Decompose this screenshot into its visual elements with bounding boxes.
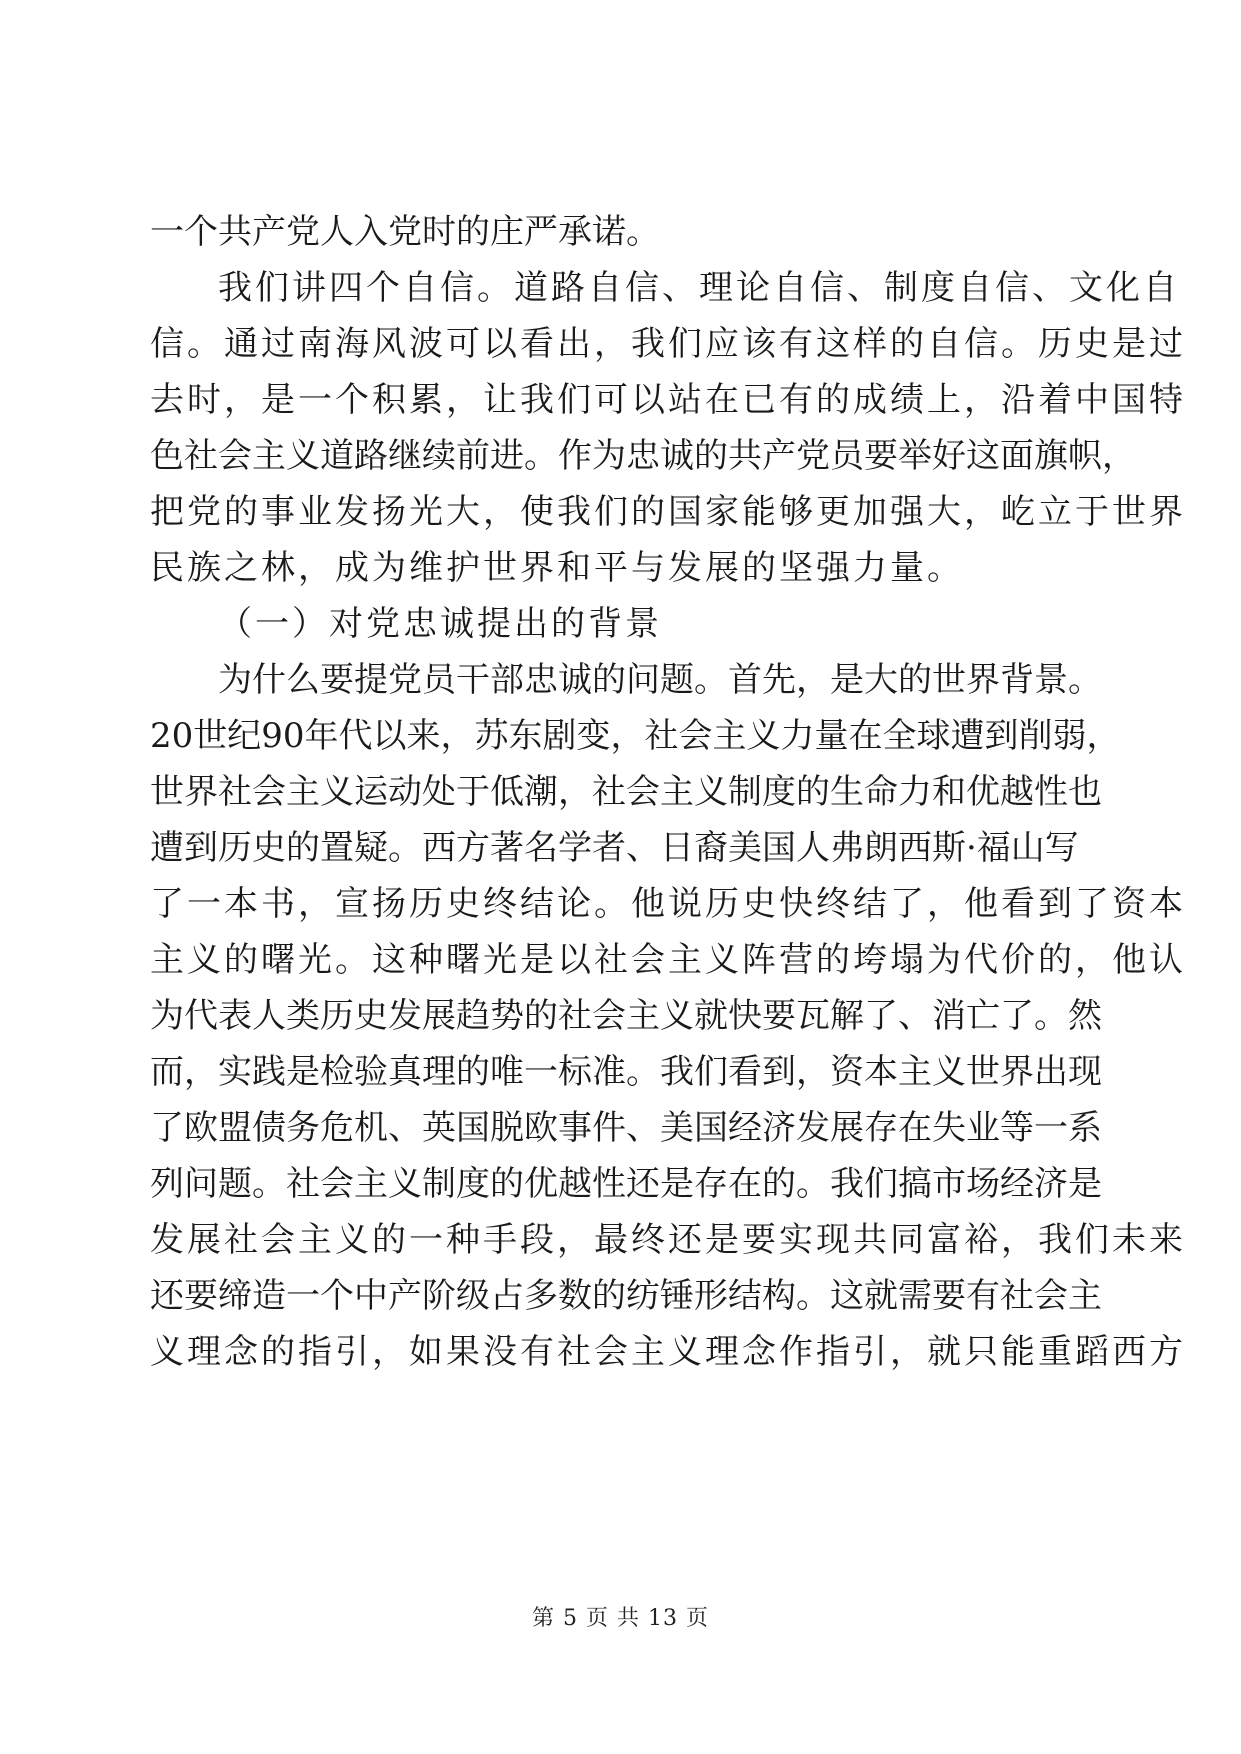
- body-text-line: 为什么要提党员干部忠诚的问题。首先，是大的世界背景。: [218, 660, 1102, 700]
- body-text-line: 民族之林，成为维护世界和平与发展的坚强力量。: [150, 548, 964, 588]
- section-heading: （一）对党忠诚提出的背景: [218, 604, 662, 644]
- body-text-line: 20世纪90年代以来，苏东剧变，社会主义力量在全球遭到削弱，: [150, 716, 1121, 756]
- body-text-line: 列问题。社会主义制度的优越性还是存在的。我们搞市场经济是: [150, 1164, 1102, 1204]
- body-text-line: 把党的事业发扬光大，使我们的国家能够更加强大，屹立于世界: [150, 492, 1186, 532]
- body-text-line: 了一本书，宣扬历史终结论。他说历史快终结了，他看到了资本: [150, 884, 1186, 924]
- body-text-line: 世界社会主义运动处于低潮，社会主义制度的生命力和优越性也: [150, 772, 1102, 812]
- body-text-line: 而，实践是检验真理的唯一标准。我们看到，资本主义世界出现: [150, 1052, 1102, 1092]
- body-text-line: 主义的曙光。这种曙光是以社会主义阵营的垮塌为代价的，他认: [150, 940, 1186, 980]
- body-text-line: 还要缔造一个中产阶级占多数的纺锤形结构。这就需要有社会主: [150, 1276, 1102, 1316]
- body-text-line: 为代表人类历史发展趋势的社会主义就快要瓦解了、消亡了。然: [150, 996, 1102, 1036]
- body-text-line: 色社会主义道路继续前进。作为忠诚的共产党员要举好这面旗帜，: [150, 436, 1136, 476]
- body-text-line: 了欧盟债务危机、英国脱欧事件、美国经济发展存在失业等一系: [150, 1108, 1102, 1148]
- body-text-line: 去时，是一个积累，让我们可以站在已有的成绩上，沿着中国特: [150, 380, 1186, 420]
- page-number-footer: 第 5 页 共 13 页: [532, 1606, 709, 1631]
- body-text-line: 信。通过南海风波可以看出，我们应该有这样的自信。历史是过: [150, 324, 1186, 364]
- body-text-line: 义理念的指引，如果没有社会主义理念作指引，就只能重蹈西方: [150, 1332, 1186, 1372]
- body-text-line: 一个共产党人入党时的庄严承诺。: [150, 212, 660, 252]
- body-text-line: 遭到历史的置疑。西方著名学者、日裔美国人弗朗西斯·福山写: [150, 828, 1079, 868]
- body-text-line: 我们讲四个自信。道路自信、理论自信、制度自信、文化自: [218, 268, 1180, 308]
- body-text-line: 发展社会主义的一种手段，最终还是要实现共同富裕，我们未来: [150, 1220, 1186, 1260]
